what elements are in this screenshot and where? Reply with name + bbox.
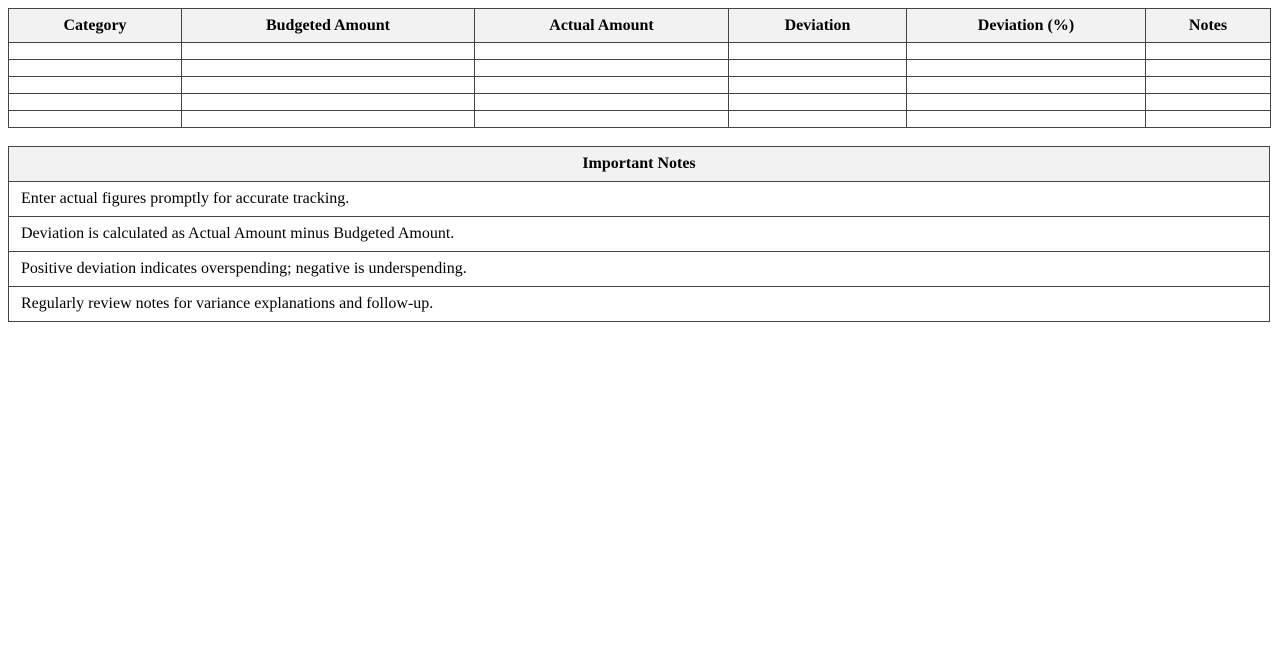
deviation-cell[interactable]	[729, 77, 907, 94]
deviation-cell[interactable]	[729, 60, 907, 77]
actual-amount-cell[interactable]	[475, 77, 729, 94]
budgeted-amount-cell[interactable]	[182, 77, 475, 94]
budgeted-amount-cell[interactable]	[182, 111, 475, 128]
category-cell[interactable]	[9, 60, 182, 77]
header-notes: Notes	[1146, 9, 1271, 43]
list-item	[9, 287, 1270, 322]
notes-cell[interactable]	[1146, 60, 1271, 77]
note-text: Deviation is calculated as Actual Amount minus Budgeted Amount.	[9, 217, 1270, 252]
table-row	[9, 77, 1271, 94]
note-text: Enter actual figures promptly for accurate tracking.	[9, 182, 1270, 217]
notes-cell[interactable]	[1146, 94, 1271, 111]
note-text: Positive deviation indicates overspending; negative is underspending.	[9, 252, 1270, 287]
table-row	[9, 43, 1271, 60]
budget-header-row	[9, 9, 1271, 43]
deviation-cell[interactable]	[729, 111, 907, 128]
notes-cell[interactable]	[1146, 77, 1271, 94]
actual-amount-cell[interactable]	[475, 94, 729, 111]
table-row	[9, 60, 1271, 77]
header-deviation: Deviation	[729, 9, 907, 43]
actual-amount-cell[interactable]	[475, 111, 729, 128]
header-category: Category	[9, 9, 182, 43]
category-cell[interactable]	[9, 111, 182, 128]
deviation-percent-cell[interactable]	[907, 43, 1146, 60]
notes-title: Important Notes	[9, 147, 1270, 182]
category-cell[interactable]	[9, 43, 182, 60]
deviation-cell[interactable]	[729, 94, 907, 111]
note-text: Regularly review notes for variance explanations and follow-up.	[9, 287, 1270, 322]
deviation-percent-cell[interactable]	[907, 60, 1146, 77]
deviation-percent-cell[interactable]	[907, 94, 1146, 111]
deviation-cell[interactable]	[729, 43, 907, 60]
notes-header-row	[9, 147, 1270, 182]
deviation-percent-cell[interactable]	[907, 77, 1146, 94]
table-row	[9, 94, 1271, 111]
document-body	[8, 8, 1270, 322]
header-deviation-percent: Deviation (%)	[907, 9, 1146, 43]
deviation-percent-cell[interactable]	[907, 111, 1146, 128]
budgeted-amount-cell[interactable]	[182, 43, 475, 60]
actual-amount-cell[interactable]	[475, 43, 729, 60]
list-item	[9, 182, 1270, 217]
notes-cell[interactable]	[1146, 43, 1271, 60]
budgeted-amount-cell[interactable]	[182, 60, 475, 77]
category-cell[interactable]	[9, 94, 182, 111]
notes-cell[interactable]	[1146, 111, 1271, 128]
budgeted-amount-cell[interactable]	[182, 94, 475, 111]
header-actual-amount: Actual Amount	[475, 9, 729, 43]
table-row	[9, 111, 1271, 128]
important-notes-table	[8, 146, 1270, 322]
budget-table	[8, 8, 1271, 128]
list-item	[9, 252, 1270, 287]
category-cell[interactable]	[9, 77, 182, 94]
list-item	[9, 217, 1270, 252]
header-budgeted-amount: Budgeted Amount	[182, 9, 475, 43]
actual-amount-cell[interactable]	[475, 60, 729, 77]
